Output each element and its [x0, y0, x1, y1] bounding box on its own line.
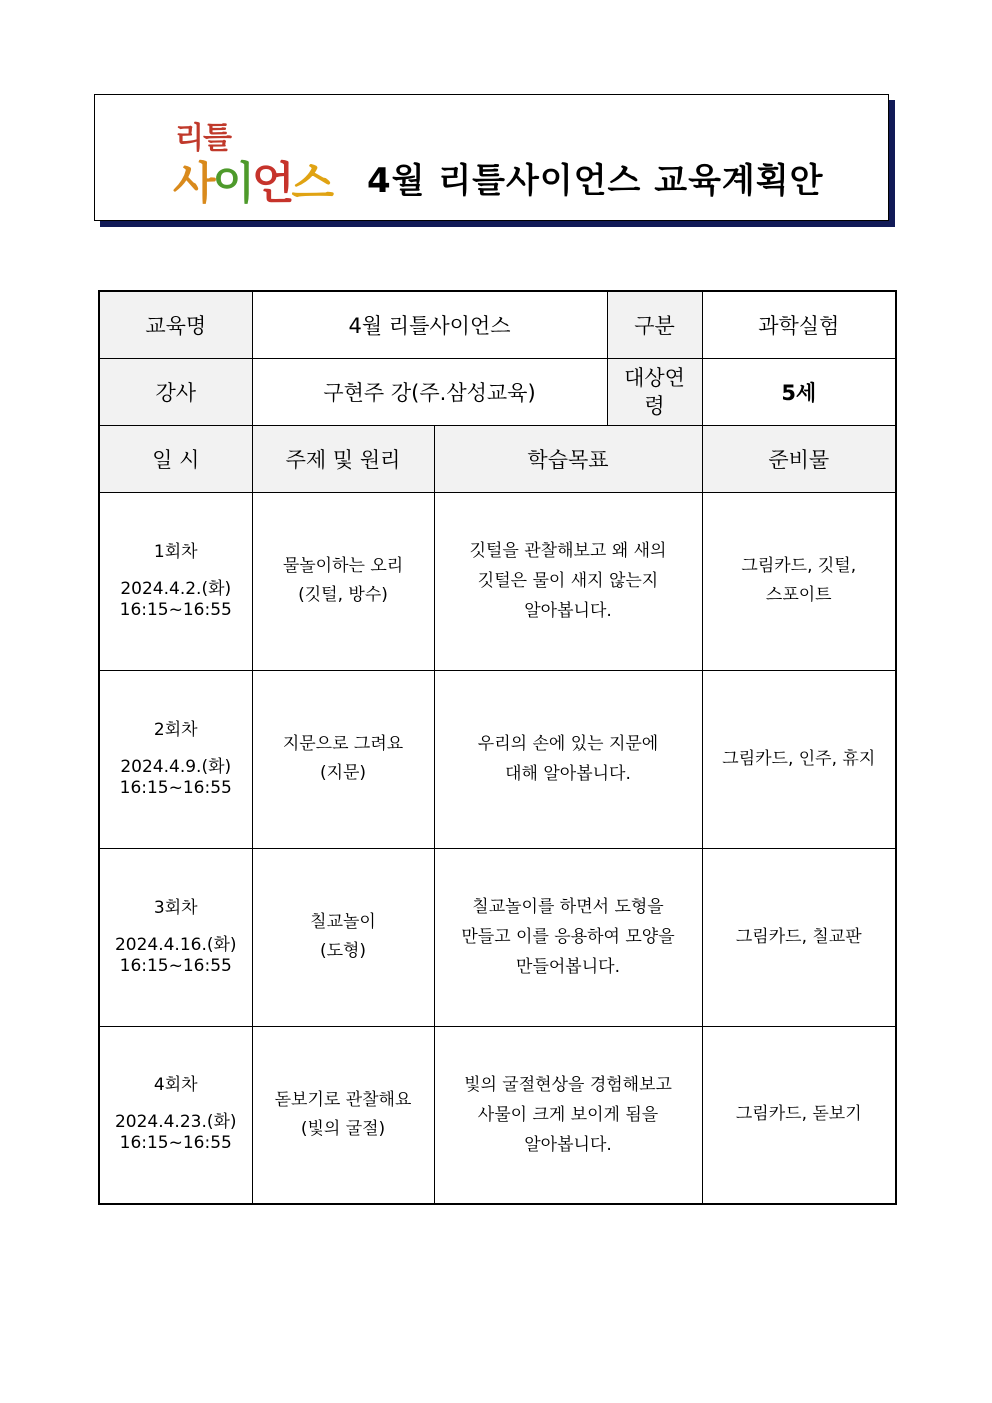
topic-cell — [252, 492, 434, 670]
materials-cell: 그림카드, 돋보기 — [702, 1026, 896, 1204]
topic-principle: (지문) — [319, 763, 367, 783]
table-row — [99, 1026, 896, 1204]
col-materials-header: 준비물 — [702, 425, 896, 492]
session-time: 16:15~16:55 — [119, 599, 232, 620]
goal-cell: 빛의 굴절현상을 경험해보고 사물이 크게 보이게 됨을 알아봅니다. — [434, 1026, 702, 1204]
education-plan-table — [98, 290, 897, 1205]
topic-title: 지문으로 그려요 — [282, 734, 404, 754]
topic-cell — [252, 1026, 434, 1204]
info-row-course — [99, 291, 896, 358]
teacher-label: 강사 — [99, 358, 252, 425]
topic-title: 칠교놀이 — [310, 912, 376, 932]
session-date-cell — [99, 670, 252, 848]
materials-cell: 그림카드, 인주, 휴지 — [702, 670, 896, 848]
goal-cell: 칠교놀이를 하면서 도형을 만들고 이를 응용하여 모양을 만들어봅니다. — [434, 848, 702, 1026]
course-value: 4월 리틀사이언스 — [252, 291, 607, 358]
topic-principle: (빛의 굴절) — [300, 1118, 386, 1139]
age-label: 대상연 령 — [607, 358, 702, 425]
col-topic-header: 주제 및 원리 — [252, 425, 434, 492]
topic-principle: (도형) — [319, 941, 367, 961]
topic-title: 물놀이하는 오리 — [282, 556, 404, 576]
session-time: 16:15~16:55 — [119, 1133, 232, 1154]
session-number: 3회차 — [153, 897, 198, 918]
col-date-header: 일 시 — [99, 425, 252, 492]
table-row — [99, 492, 896, 670]
topic-cell — [252, 848, 434, 1026]
info-row-teacher — [99, 358, 896, 425]
session-date: 2024.4.16.(화) — [114, 934, 237, 955]
materials-cell: 그림카드, 칠교판 — [702, 848, 896, 1026]
age-value: 5세 — [702, 358, 896, 425]
session-date: 2024.4.2.(화) — [120, 578, 232, 599]
session-time: 16:15~16:55 — [119, 955, 232, 976]
topic-principle: (깃털, 방수) — [298, 585, 388, 605]
category-label: 구분 — [607, 291, 702, 358]
session-date-cell — [99, 848, 252, 1026]
session-date-cell — [99, 492, 252, 670]
session-number: 4회차 — [153, 1075, 198, 1096]
logo-text-bottom: 사이언스 — [173, 158, 332, 209]
column-header-row — [99, 425, 896, 492]
col-goal-header: 학습목표 — [434, 425, 702, 492]
course-label: 교육명 — [99, 291, 252, 358]
materials-cell: 그림카드, 깃털, 스포이트 — [702, 492, 896, 670]
session-time: 16:15~16:55 — [119, 777, 232, 798]
teacher-value: 구현주 강(주.삼성교육) — [252, 358, 607, 425]
table-row — [99, 848, 896, 1026]
topic-title: 돋보기로 관찰해요 — [274, 1089, 412, 1110]
session-number: 1회차 — [153, 541, 198, 562]
topic-cell — [252, 670, 434, 848]
session-date-cell — [99, 1026, 252, 1204]
little-science-logo — [173, 113, 333, 209]
session-date: 2024.4.23.(화) — [114, 1112, 237, 1133]
goal-cell: 우리의 손에 있는 지문에 대해 알아봅니다. — [434, 670, 702, 848]
goal-cell: 깃털을 관찰해보고 왜 새의 깃털은 물이 새지 않는지 알아봅니다. — [434, 492, 702, 670]
logo-text-top: 리틀 — [175, 121, 231, 156]
session-date: 2024.4.9.(화) — [120, 756, 232, 777]
page-title: 4월 리틀사이언스 교육계획안 — [367, 161, 824, 201]
table-row — [99, 670, 896, 848]
category-value: 과학실험 — [702, 291, 896, 358]
session-number: 2회차 — [153, 719, 198, 740]
title-box — [94, 94, 889, 221]
